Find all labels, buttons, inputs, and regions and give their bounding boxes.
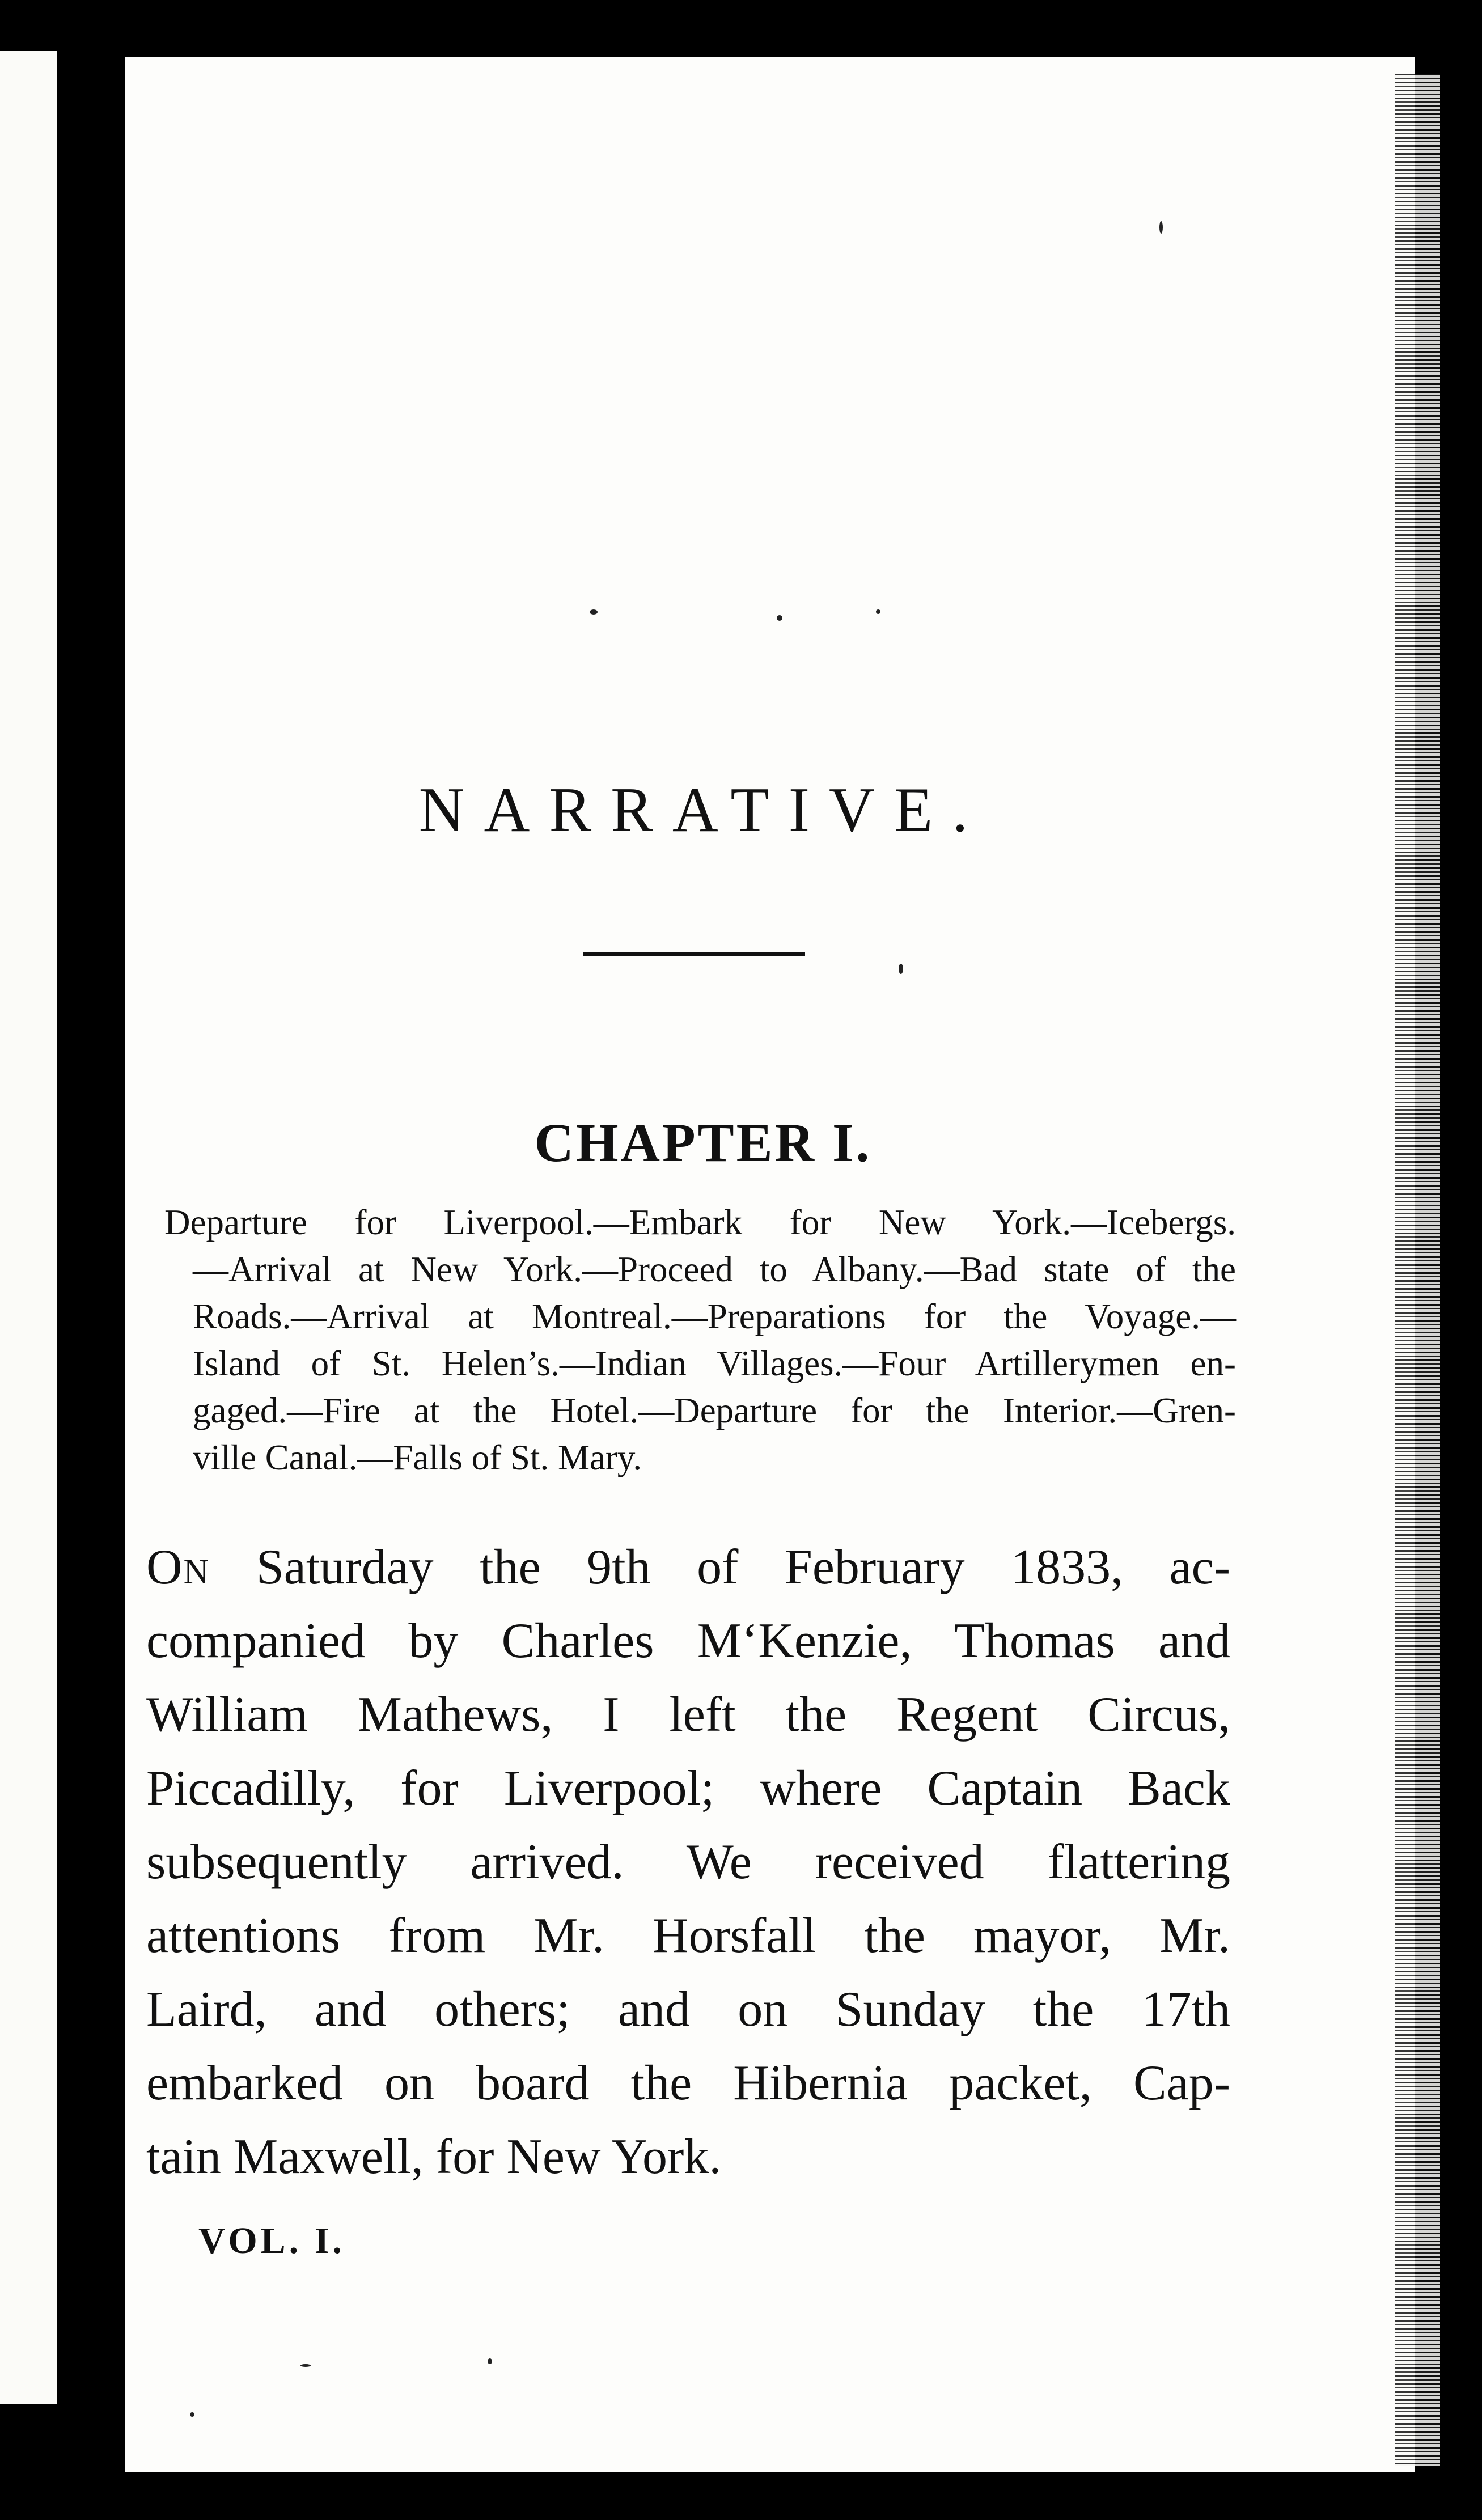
body-first-line-rest: Saturday the 9th of February 1833, ac-	[210, 1540, 1230, 1595]
ink-speck	[899, 964, 903, 974]
body-line: Laird, and others; and on Sunday the 17th	[146, 1982, 1230, 2037]
summary-line: Departure for Liverpool.—Embark for New York.—Icebergs.	[164, 1202, 1236, 1242]
body-paragraph	[146, 1531, 1230, 2194]
body-line: embarked on board the Hibernia packet, Cap-	[146, 2056, 1230, 2111]
title-rule	[583, 952, 805, 956]
body-line: tain Maxwell, for New York.	[146, 2129, 722, 2184]
body-line: subsequently arrived. We received flattering	[146, 1835, 1230, 1890]
summary-line: —Arrival at New York.—Proceed to Albany.—Bad state of the	[193, 1250, 1236, 1289]
body-line: attentions from Mr. Horsfall the mayor, Mr.	[146, 1908, 1230, 1963]
summary-line: ville Canal.—Falls of St. Mary.	[193, 1438, 642, 1477]
body-line: William Mathews, I left the Regent Circus,	[146, 1687, 1230, 1742]
signature-mark: VOL. I.	[198, 2220, 345, 2261]
facing-page-edge	[0, 51, 57, 2404]
summary-line: Roads.—Arrival at Montreal.—Preparations for the Voyage.—	[193, 1297, 1236, 1336]
ink-speck	[190, 2412, 194, 2417]
ink-speck	[1159, 221, 1163, 234]
summary-line: Island of St. Helen’s.—Indian Villages.—Four Artillerymen en-	[193, 1344, 1236, 1383]
summary-line: gaged.—Fire at the Hotel.—Departure for the Interior.—Gren-	[193, 1391, 1236, 1430]
body-line: companied by Charles M‘Kenzie, Thomas and	[146, 1613, 1230, 1668]
page-gutter-edge	[1395, 74, 1440, 2466]
ink-speck	[300, 2364, 311, 2367]
ink-speck	[590, 609, 598, 615]
ink-speck	[777, 615, 782, 621]
ink-speck	[876, 609, 880, 614]
ink-speck	[488, 2358, 492, 2364]
chapter-heading: CHAPTER I.	[534, 1112, 872, 1173]
page-title: NARRATIVE.	[418, 775, 988, 846]
body-lead-word: On	[146, 1540, 210, 1595]
body-line	[146, 1531, 1230, 1604]
body-line: Piccadilly, for Liverpool; where Captain Back	[146, 1761, 1230, 1816]
chapter-summary	[164, 1199, 1236, 1481]
